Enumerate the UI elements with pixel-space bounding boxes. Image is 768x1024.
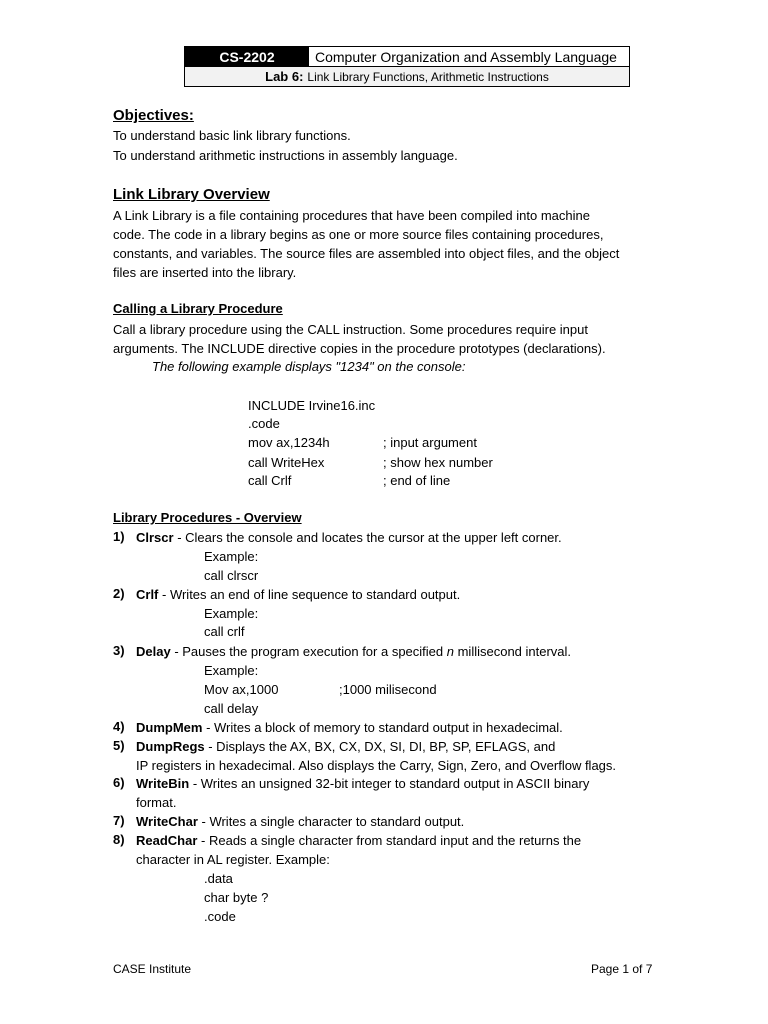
item-number-6: 6) xyxy=(113,775,125,790)
footer-page-number: Page 1 of 7 xyxy=(591,962,653,976)
procedure-desc: - Displays the AX, BX, CX, DX, SI, DI, BP, SP, EFLAGS, and xyxy=(204,739,556,754)
overview-line-3: constants, and variables. The source files are assembled into object files, and the object xyxy=(113,246,620,261)
procedure-item-crlf xyxy=(136,585,460,604)
procedure-name: Delay xyxy=(136,644,171,659)
item-number-2: 2) xyxy=(113,586,125,601)
objective-line-2: To understand arithmetic instructions in assembly language. xyxy=(113,148,458,163)
code-comment-3: ; input argument xyxy=(383,435,477,450)
code-line-3: mov ax,1234h xyxy=(248,435,330,450)
procedure-item-readchar xyxy=(136,831,581,850)
item-number-8: 8) xyxy=(113,832,125,847)
procedure-item-writechar xyxy=(136,812,464,831)
item-number-3: 3) xyxy=(113,643,125,658)
writebin-continuation: format. xyxy=(136,795,177,810)
procedure-desc: - Writes a block of memory to standard output in hexadecimal. xyxy=(202,720,563,735)
procedure-name: ReadChar xyxy=(136,833,198,848)
procedure-desc: - Pauses the program execution for a specified xyxy=(170,644,447,659)
code-comment-4: ; show hex number xyxy=(383,455,493,470)
footer-institute: CASE Institute xyxy=(113,962,192,976)
course-title: Computer Organization and Assembly Language xyxy=(315,48,617,65)
course-header xyxy=(184,46,630,87)
example-label: Example: xyxy=(204,606,259,621)
code-comment-5: ; end of line xyxy=(383,473,451,488)
item-number-1: 1) xyxy=(113,529,125,544)
lab-label: Lab 6: xyxy=(265,69,304,84)
dumpregs-continuation: IP registers in hexadecimal. Also displays the Carry, Sign, Zero, and Overflow flags. xyxy=(136,758,617,773)
item-number-4: 4) xyxy=(113,719,125,734)
lab-title: Link Library Functions, Arithmetic Instructions xyxy=(307,69,549,84)
crlf-example: call crlf xyxy=(204,624,245,639)
code-line-2: .code xyxy=(248,416,280,431)
procedure-desc: - Writes an end of line sequence to standard output. xyxy=(158,587,461,602)
procedure-item-writebin xyxy=(136,774,589,793)
code-line-1: INCLUDE Irvine16.inc xyxy=(248,398,376,413)
procedure-item-dumpregs xyxy=(136,737,555,756)
clrscr-example: call clrscr xyxy=(204,568,259,583)
procedure-name: WriteChar xyxy=(136,814,198,829)
procedure-name: DumpMem xyxy=(136,720,203,735)
readchar-code-1: .data xyxy=(204,871,233,886)
lab-title-row xyxy=(185,67,629,86)
delay-example-line-2: call delay xyxy=(204,701,259,716)
calling-line-2: arguments. The INCLUDE directive copies in the procedure prototypes (declarations). xyxy=(113,341,606,356)
course-code: CS-2202 xyxy=(185,47,309,66)
procedure-name: WriteBin xyxy=(136,776,190,791)
code-line-5: call Crlf xyxy=(248,473,292,488)
procedure-name: Crlf xyxy=(136,587,159,602)
readchar-continuation: character in AL register. Example: xyxy=(136,852,330,867)
procedure-desc-italic: n xyxy=(446,644,454,659)
procedure-item-clrscr xyxy=(136,528,562,547)
delay-example-comment: ;1000 milisecond xyxy=(339,682,437,697)
objective-line-1: To understand basic link library functions. xyxy=(113,128,351,143)
delay-example-line-1: Mov ax,1000 xyxy=(204,682,279,697)
code-line-4: call WriteHex xyxy=(248,455,325,470)
example-label: Example: xyxy=(204,549,259,564)
calling-heading: Calling a Library Procedure xyxy=(113,301,283,316)
calling-line-1: Call a library procedure using the CALL instruction. Some procedures require input xyxy=(113,322,588,337)
overview-heading: Link Library Overview xyxy=(113,186,270,203)
overview-line-2: code. The code in a library begins as one or more source files containing procedures, xyxy=(113,227,604,242)
procedure-desc: - Clears the console and locates the cursor at the upper left corner. xyxy=(173,530,562,545)
procedure-desc: - Writes a single character to standard output. xyxy=(197,814,465,829)
readchar-code-2: char byte ? xyxy=(204,890,269,905)
procedure-item-delay xyxy=(136,642,571,661)
item-number-7: 7) xyxy=(113,813,125,828)
procedure-desc: - Writes an unsigned 32-bit integer to standard output in ASCII binary xyxy=(189,776,590,791)
procedure-name: DumpRegs xyxy=(136,739,205,754)
procedure-desc-after: millisecond interval. xyxy=(453,644,572,659)
procedure-name: Clrscr xyxy=(136,530,174,545)
procedures-heading: Library Procedures - Overview xyxy=(113,510,302,525)
objectives-heading: Objectives: xyxy=(113,107,194,124)
calling-example-intro: The following example displays "1234" on the console: xyxy=(152,359,466,374)
overview-line-1: A Link Library is a file containing procedures that have been compiled into machine xyxy=(113,208,590,223)
procedure-desc: - Reads a single character from standard input and the returns the xyxy=(197,833,582,848)
readchar-code-3: .code xyxy=(204,909,236,924)
example-label: Example: xyxy=(204,663,259,678)
overview-line-4: files are inserted into the library. xyxy=(113,265,297,280)
procedure-item-dumpmem xyxy=(136,718,563,737)
item-number-5: 5) xyxy=(113,738,125,753)
